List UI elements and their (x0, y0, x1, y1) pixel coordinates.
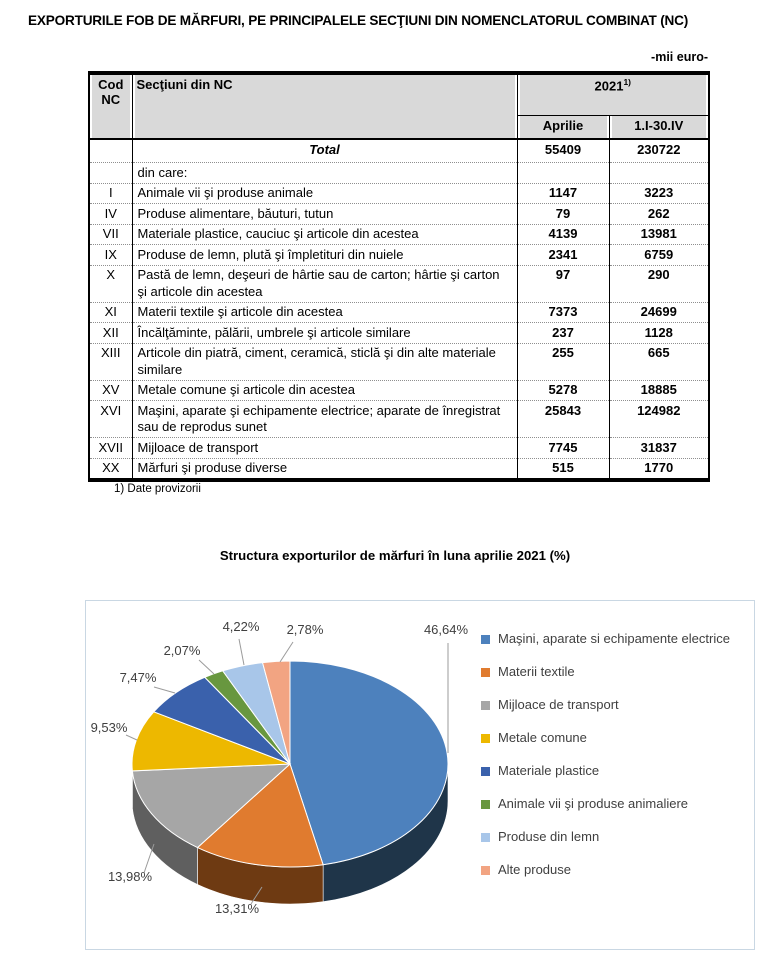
legend-swatch (481, 767, 490, 776)
cell-april-value: 79 (517, 204, 609, 225)
table-row (89, 183, 709, 204)
legend-swatch (481, 668, 490, 677)
legend-label: Produse din lemn (498, 829, 600, 844)
cell-code: XI (89, 302, 132, 323)
cell-period-value: 124982 (609, 401, 709, 438)
col-header-sections: Secţiuni din NC (132, 73, 517, 139)
pie-percent-label: 7,47% (119, 670, 157, 685)
table-row (89, 458, 709, 480)
cell-april-value: 4139 (517, 224, 609, 245)
table-row (89, 302, 709, 323)
col-header-year (517, 73, 709, 116)
cell-code: XVII (89, 438, 132, 459)
cell-section-name: Metale comune şi articole din acestea (132, 380, 517, 401)
pie-percent-label: 13,98% (107, 869, 153, 884)
chart-title: Structura exporturilor de mărfuri în luna aprilie 2021 (%) (219, 548, 571, 563)
cell-code: XV (89, 380, 132, 401)
cell-section-name: Animale vii şi produse animale (132, 183, 517, 204)
cell-period-value: 31837 (609, 438, 709, 459)
cell-code: XVI (89, 401, 132, 438)
year-label: 2021 (594, 78, 624, 94)
cell-code: XIII (89, 343, 132, 380)
legend-swatch (481, 701, 490, 710)
cell-section-name: Produse alimentare, băuturi, tutun (132, 204, 517, 225)
legend-label: Metale comune (498, 730, 587, 745)
legend-label: Materii textile (498, 664, 575, 679)
cell-period-value (609, 163, 709, 184)
legend-item (481, 629, 733, 649)
table-row (89, 245, 709, 266)
cell-april-value: 7373 (517, 302, 609, 323)
legend-swatch (481, 734, 490, 743)
pie-percent-label: 2,07% (163, 643, 201, 658)
cell-section-name: din care: (132, 163, 517, 184)
pie-percent-label: 13,31% (214, 901, 260, 916)
legend-swatch (481, 800, 490, 809)
cell-section-name: Total (132, 139, 517, 163)
label-leader-line (239, 639, 244, 665)
legend-item (481, 827, 733, 847)
table-body (89, 139, 709, 480)
cell-period-value: 262 (609, 204, 709, 225)
cell-period-value: 290 (609, 265, 709, 302)
cell-section-name: Mărfuri şi produse diverse (132, 458, 517, 480)
legend-item (481, 794, 733, 814)
pie-percent-label: 9,53% (90, 720, 128, 735)
table-row (89, 163, 709, 184)
cell-section-name: Încălţăminte, pălării, umbrele şi articole similare (132, 323, 517, 344)
cell-section-name: Materii textile şi articole din acestea (132, 302, 517, 323)
legend-swatch (481, 635, 490, 644)
pie-percent-label: 4,22% (222, 619, 260, 634)
label-leader-line (154, 687, 175, 693)
cell-april-value: 25843 (517, 401, 609, 438)
cell-period-value: 13981 (609, 224, 709, 245)
cell-code: I (89, 183, 132, 204)
pie-percent-label: 2,78% (286, 622, 324, 637)
cell-period-value: 6759 (609, 245, 709, 266)
cell-code: X (89, 265, 132, 302)
legend-label: Alte produse (498, 862, 571, 877)
legend-item (481, 728, 733, 748)
table-row (89, 401, 709, 438)
exports-table (88, 71, 710, 482)
unit-note: -mii euro- (651, 50, 708, 64)
cell-april-value: 1147 (517, 183, 609, 204)
cell-period-value: 3223 (609, 183, 709, 204)
table-row (89, 323, 709, 344)
label-leader-line (199, 660, 214, 674)
footnote: 1) Date provizorii (114, 483, 201, 495)
cell-code: IV (89, 204, 132, 225)
cell-april-value: 2341 (517, 245, 609, 266)
legend-label: Mijloace de transport (498, 697, 619, 712)
cell-april-value: 237 (517, 323, 609, 344)
cell-code (89, 139, 132, 163)
cell-april-value: 55409 (517, 139, 609, 163)
cell-april-value (517, 163, 609, 184)
page-title: EXPORTURILE FOB DE MĂRFURI, PE PRINCIPALELE SECŢIUNI DIN NOMENCLATORUL COMBINAT (NC) (28, 13, 689, 28)
cell-code: IX (89, 245, 132, 266)
legend-item (481, 860, 733, 880)
cell-april-value: 97 (517, 265, 609, 302)
legend-label: Maşini, aparate si echipamente electrice (498, 631, 730, 646)
cell-section-name: Produse de lemn, plută şi împletituri din nuiele (132, 245, 517, 266)
cell-period-value: 18885 (609, 380, 709, 401)
table-row (89, 204, 709, 225)
cell-period-value: 1128 (609, 323, 709, 344)
cell-code (89, 163, 132, 184)
table-row (89, 224, 709, 245)
table-row (89, 380, 709, 401)
col-header-period: 1.I-30.IV (609, 116, 709, 140)
cell-code: XX (89, 458, 132, 480)
legend-swatch (481, 833, 490, 842)
year-footnote-mark: 1) (623, 77, 631, 87)
table-row (89, 343, 709, 380)
cell-period-value: 665 (609, 343, 709, 380)
cell-section-name: Materiale plastice, cauciuc şi articole din acestea (132, 224, 517, 245)
label-leader-line (280, 642, 293, 662)
chart-legend (481, 629, 733, 893)
cell-code: VII (89, 224, 132, 245)
legend-item (481, 662, 733, 682)
cell-section-name: Pastă de lemn, deşeuri de hârtie sau de carton; hârtie şi carton şi articole din acestea (132, 265, 517, 302)
table-row (89, 438, 709, 459)
label-leader-line (126, 735, 137, 740)
legend-item (481, 761, 733, 781)
pie-percent-label: 46,64% (423, 622, 469, 637)
legend-swatch (481, 866, 490, 875)
cell-section-name: Mijloace de transport (132, 438, 517, 459)
cell-period-value: 24699 (609, 302, 709, 323)
table-row (89, 139, 709, 163)
col-header-cod-nc: Cod NC (89, 73, 132, 139)
cell-period-value: 1770 (609, 458, 709, 480)
pie-chart-area (85, 600, 755, 950)
cell-april-value: 5278 (517, 380, 609, 401)
cell-april-value: 255 (517, 343, 609, 380)
legend-item (481, 695, 733, 715)
cell-period-value: 230722 (609, 139, 709, 163)
legend-label: Animale vii şi produse animaliere (498, 796, 689, 811)
cell-section-name: Articole din piatră, ciment, ceramică, sticlă şi din alte materiale similare (132, 343, 517, 380)
cell-april-value: 7745 (517, 438, 609, 459)
table-row (89, 265, 709, 302)
legend-label: Materiale plastice (498, 763, 600, 778)
col-header-april: Aprilie (517, 116, 609, 140)
cell-code: XII (89, 323, 132, 344)
cell-april-value: 515 (517, 458, 609, 480)
cell-section-name: Maşini, aparate şi echipamente electrice; aparate de înregistrat sau de reprodus sunet (132, 401, 517, 438)
